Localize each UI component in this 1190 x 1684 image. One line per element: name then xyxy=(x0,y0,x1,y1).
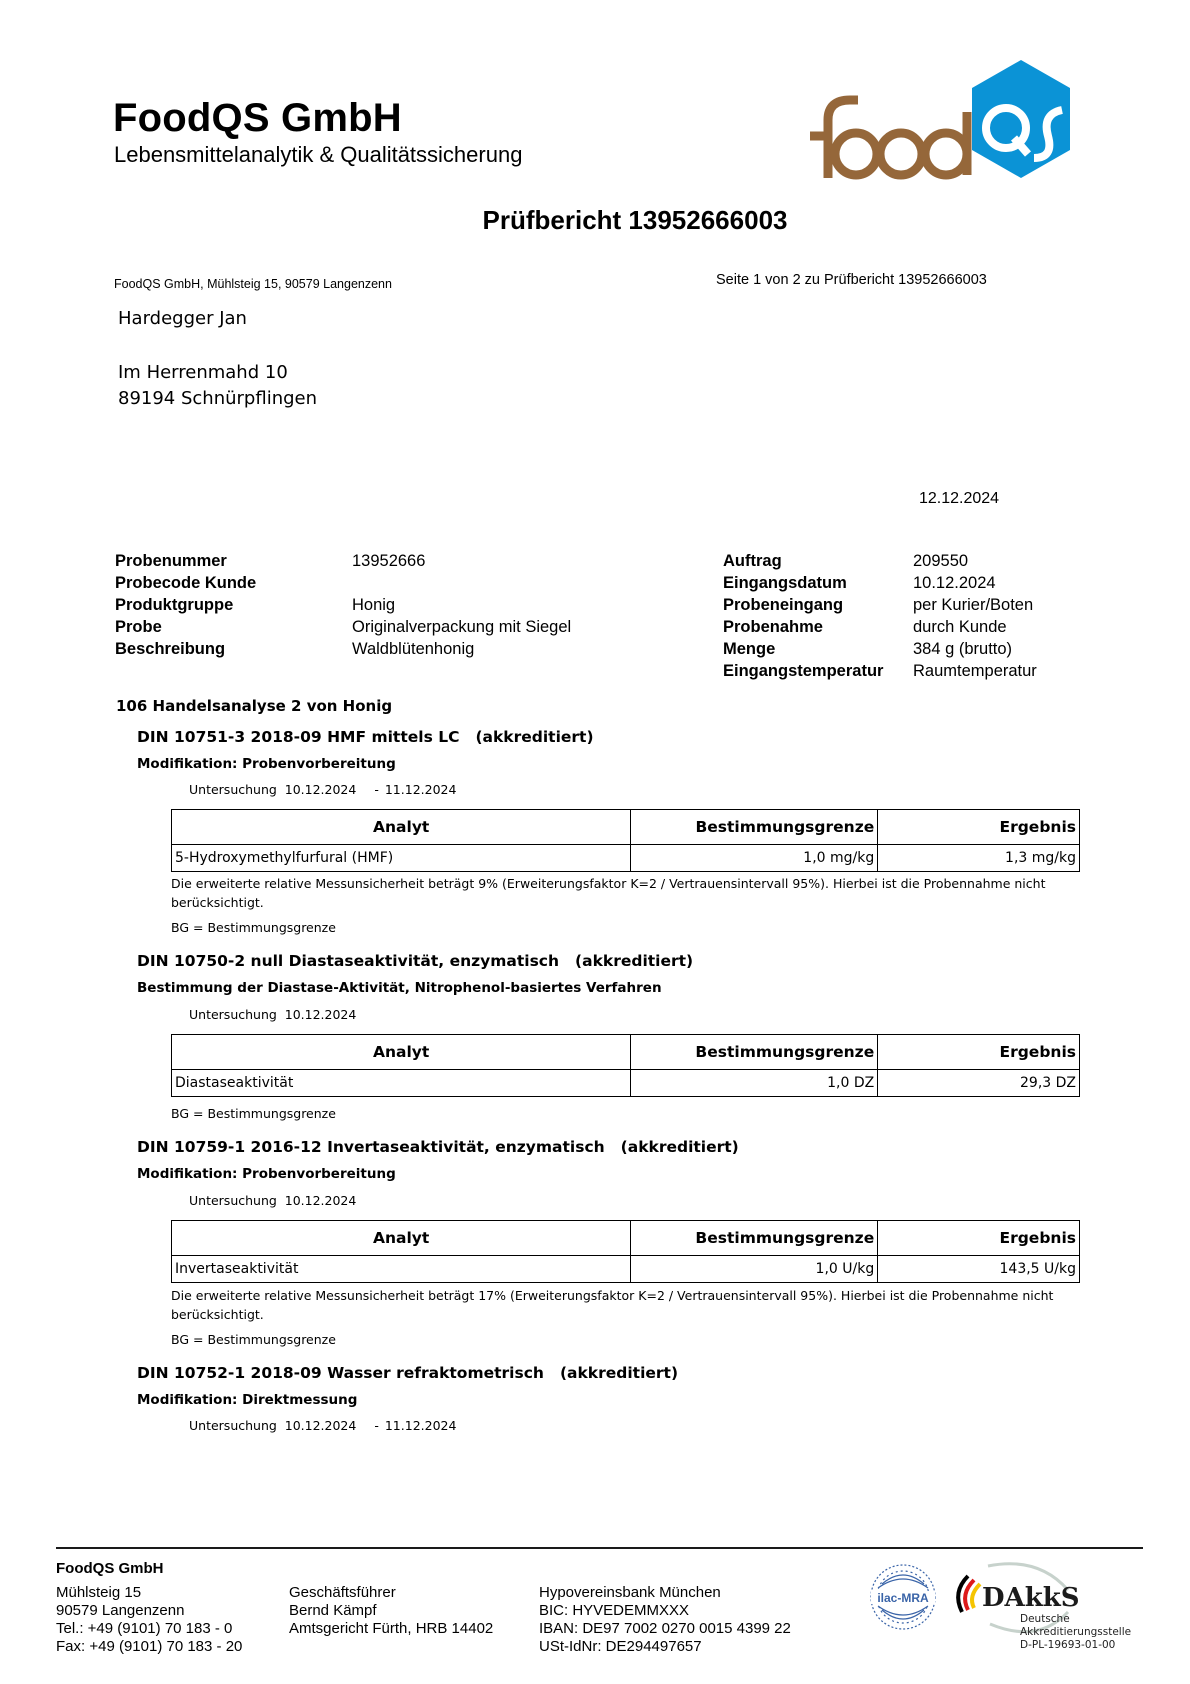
cell-result: 143,5 U/kg xyxy=(878,1256,1080,1283)
info-label: Menge xyxy=(723,640,776,658)
table-header-row xyxy=(172,1221,1080,1256)
info-label: Produktgruppe xyxy=(115,596,234,614)
footer-line: Bernd Kämpf xyxy=(289,1602,377,1619)
info-row xyxy=(115,550,571,572)
bg-note: BG = Bestimmungsgrenze xyxy=(171,1106,336,1121)
info-label: Probenummer xyxy=(115,552,227,570)
footer-line: Fax: +49 (9101) 70 183 - 20 xyxy=(56,1638,243,1655)
method-modification: Modifikation: Probenvorbereitung xyxy=(137,1166,396,1182)
footer-divider xyxy=(56,1547,1143,1549)
footer-line: Geschäftsführer xyxy=(289,1584,396,1601)
info-label: Probecode Kunde xyxy=(115,574,257,592)
info-row xyxy=(115,616,571,638)
cell-bg: 1,0 U/kg xyxy=(631,1256,878,1283)
svg-text:Deutsche: Deutsche xyxy=(1020,1613,1070,1625)
table-row xyxy=(172,1070,1080,1097)
date-from: 10.12.2024 xyxy=(284,1007,357,1022)
ilac-mra-logo-icon xyxy=(868,1562,938,1632)
info-value: durch Kunde xyxy=(913,618,1007,636)
info-row xyxy=(723,594,1037,616)
sample-info-right xyxy=(723,550,1037,682)
report-title: Prüfbericht 13952666003 xyxy=(482,205,788,235)
footer-line: 90579 Langenzenn xyxy=(56,1602,185,1619)
method-heading xyxy=(137,1364,678,1382)
col-header-analyt: Analyt xyxy=(172,1221,631,1256)
company-name: FoodQS GmbH xyxy=(113,96,402,140)
info-label: Probenahme xyxy=(723,618,823,636)
method-name: DIN 10751-3 2018-09 HMF mittels LC xyxy=(137,728,460,746)
examination-label: Untersuchung xyxy=(189,782,277,797)
sender-address-line: FoodQS GmbH, Mühlsteig 15, 90579 Langenzenn xyxy=(114,277,392,291)
cell-analyt: 5-Hydroxymethylfurfural (HMF) xyxy=(172,845,631,872)
info-label: Probeneingang xyxy=(723,596,844,614)
uncertainty-note: Die erweiterte relative Messunsicherheit beträgt 9% (Erweiterungsfaktor K=2 / Vertrauensintervall 95%). Hierbei ist die Probennahme nicht berücksichtigt. xyxy=(171,876,1046,910)
footer-management xyxy=(289,1584,493,1638)
col-header-bg: Bestimmungsgrenze xyxy=(631,1221,878,1256)
footer-line: USt-IdNr: DE294497657 xyxy=(539,1638,702,1655)
examination-period xyxy=(189,1418,456,1433)
footer-line: Mühlsteig 15 xyxy=(56,1584,142,1601)
footer-line: Tel.: +49 (9101) 70 183 - 0 xyxy=(56,1620,233,1637)
info-value: Originalverpackung mit Siegel xyxy=(352,618,572,636)
analysis-title: 106 Handelsanalyse 2 von Honig xyxy=(116,697,393,715)
info-value: 13952666 xyxy=(352,552,426,570)
col-header-bg: Bestimmungsgrenze xyxy=(631,810,878,845)
col-header-result: Ergebnis xyxy=(878,1035,1080,1070)
col-header-bg: Bestimmungsgrenze xyxy=(631,1035,878,1070)
report-date: 12.12.2024 xyxy=(919,490,1000,507)
col-header-analyt: Analyt xyxy=(172,810,631,845)
examination-period xyxy=(189,782,456,797)
info-row xyxy=(723,638,1037,660)
page-info: Seite 1 von 2 zu Prüfbericht 13952666003 xyxy=(716,272,987,288)
method-name: DIN 10750-2 null Diastaseaktivität, enzymatisch xyxy=(137,952,560,970)
date-separator: - xyxy=(374,782,379,797)
accreditation-label: (akkreditiert) xyxy=(475,728,594,746)
method-modification: Modifikation: Direktmessung xyxy=(137,1392,358,1408)
recipient-street: Im Herrenmahd 10 xyxy=(118,362,288,383)
cell-analyt: Invertaseaktivität xyxy=(172,1256,631,1283)
table-row xyxy=(172,1256,1080,1283)
svg-text:ilac-MRA: ilac-MRA xyxy=(877,1591,929,1605)
results-table xyxy=(171,809,1080,872)
date-to: 11.12.2024 xyxy=(384,782,457,797)
footer-line: Hypovereinsbank München xyxy=(539,1584,721,1601)
results-table xyxy=(171,1220,1080,1283)
sample-info-left xyxy=(115,550,571,660)
table-header-row xyxy=(172,810,1080,845)
accreditation-label: (akkreditiert) xyxy=(559,1364,679,1382)
method-heading xyxy=(137,952,693,970)
company-tagline: Lebensmittelanalytik & Qualitätssicherung xyxy=(114,142,523,167)
info-row xyxy=(115,638,571,660)
recipient-city: 89194 Schnürpflingen xyxy=(118,388,318,409)
uncertainty-note: Die erweiterte relative Messunsicherheit beträgt 17% (Erweiterungsfaktor K=2 / Vertrauensintervall 95%). Hierbei ist die Probennahme nicht berücksichtigt. xyxy=(171,1288,1054,1322)
table-row xyxy=(172,845,1080,872)
info-label: Eingangstemperatur xyxy=(723,662,884,680)
info-row xyxy=(723,660,1037,682)
footer-company-name: FoodQS GmbH xyxy=(56,1560,164,1577)
examination-label: Untersuchung xyxy=(189,1007,277,1022)
method-heading xyxy=(137,1138,739,1156)
date-separator: - xyxy=(374,1418,379,1433)
info-value: per Kurier/Boten xyxy=(913,596,1034,614)
date-from: 10.12.2024 xyxy=(284,1193,357,1208)
info-label: Auftrag xyxy=(723,552,782,570)
cell-result: 1,3 mg/kg xyxy=(878,845,1080,872)
examination-label: Untersuchung xyxy=(189,1193,277,1208)
accreditation-label: (akkreditiert) xyxy=(620,1138,739,1156)
table-header-row xyxy=(172,1035,1080,1070)
method-modification: Modifikation: Probenvorbereitung xyxy=(137,756,396,772)
dakks-logo-icon xyxy=(948,1562,1138,1650)
foodqs-logo-icon xyxy=(808,58,1078,182)
info-row xyxy=(115,594,571,616)
date-to: 11.12.2024 xyxy=(384,1418,457,1433)
info-row xyxy=(723,616,1037,638)
col-header-result: Ergebnis xyxy=(878,810,1080,845)
info-value: Raumtemperatur xyxy=(913,662,1037,680)
info-row xyxy=(723,572,1037,594)
accreditation-label: (akkreditiert) xyxy=(575,952,694,970)
info-value: 384 g (brutto) xyxy=(913,640,1013,658)
info-label: Probe xyxy=(115,618,162,636)
footer-line: IBAN: DE97 7002 0270 0015 4399 22 xyxy=(539,1620,791,1637)
info-value: 209550 xyxy=(913,552,969,570)
svg-text:D-PL-19693-01-00: D-PL-19693-01-00 xyxy=(1020,1639,1116,1650)
method-modification: Bestimmung der Diastase-Aktivität, Nitrophenol-basiertes Verfahren xyxy=(137,980,662,996)
examination-period xyxy=(189,1007,356,1022)
cell-result: 29,3 DZ xyxy=(878,1070,1080,1097)
svg-text:Akkreditierungsstelle: Akkreditierungsstelle xyxy=(1020,1626,1132,1638)
info-value: Honig xyxy=(352,596,396,614)
info-value: Waldblütenhonig xyxy=(352,640,475,658)
info-row xyxy=(723,550,1037,572)
recipient-name: Hardegger Jan xyxy=(118,308,247,329)
col-header-result: Ergebnis xyxy=(878,1221,1080,1256)
svg-text:DAkkS: DAkkS xyxy=(982,1583,1080,1613)
info-label: Eingangsdatum xyxy=(723,574,847,592)
results-table xyxy=(171,1034,1080,1097)
footer-line: Amtsgericht Fürth, HRB 14402 xyxy=(289,1620,494,1637)
examination-label: Untersuchung xyxy=(189,1418,277,1433)
footer-bank xyxy=(539,1584,791,1656)
cell-bg: 1,0 mg/kg xyxy=(631,845,878,872)
cell-analyt: Diastaseaktivität xyxy=(172,1070,631,1097)
footer-address xyxy=(56,1560,242,1656)
examination-period xyxy=(189,1193,356,1208)
bg-note: BG = Bestimmungsgrenze xyxy=(171,1332,336,1347)
bg-note: BG = Bestimmungsgrenze xyxy=(171,920,336,935)
info-row xyxy=(115,572,571,594)
cell-bg: 1,0 DZ xyxy=(631,1070,878,1097)
info-label: Beschreibung xyxy=(115,640,226,658)
date-from: 10.12.2024 xyxy=(284,782,357,797)
method-name: DIN 10759-1 2016-12 Invertaseaktivität, enzymatisch xyxy=(137,1138,605,1156)
col-header-analyt: Analyt xyxy=(172,1035,631,1070)
date-from: 10.12.2024 xyxy=(284,1418,357,1433)
info-value: 10.12.2024 xyxy=(913,574,996,592)
method-heading xyxy=(137,728,594,746)
footer-line: BIC: HYVEDEMMXXX xyxy=(539,1602,690,1619)
method-name: DIN 10752-1 2018-09 Wasser refraktometrisch xyxy=(137,1364,544,1382)
